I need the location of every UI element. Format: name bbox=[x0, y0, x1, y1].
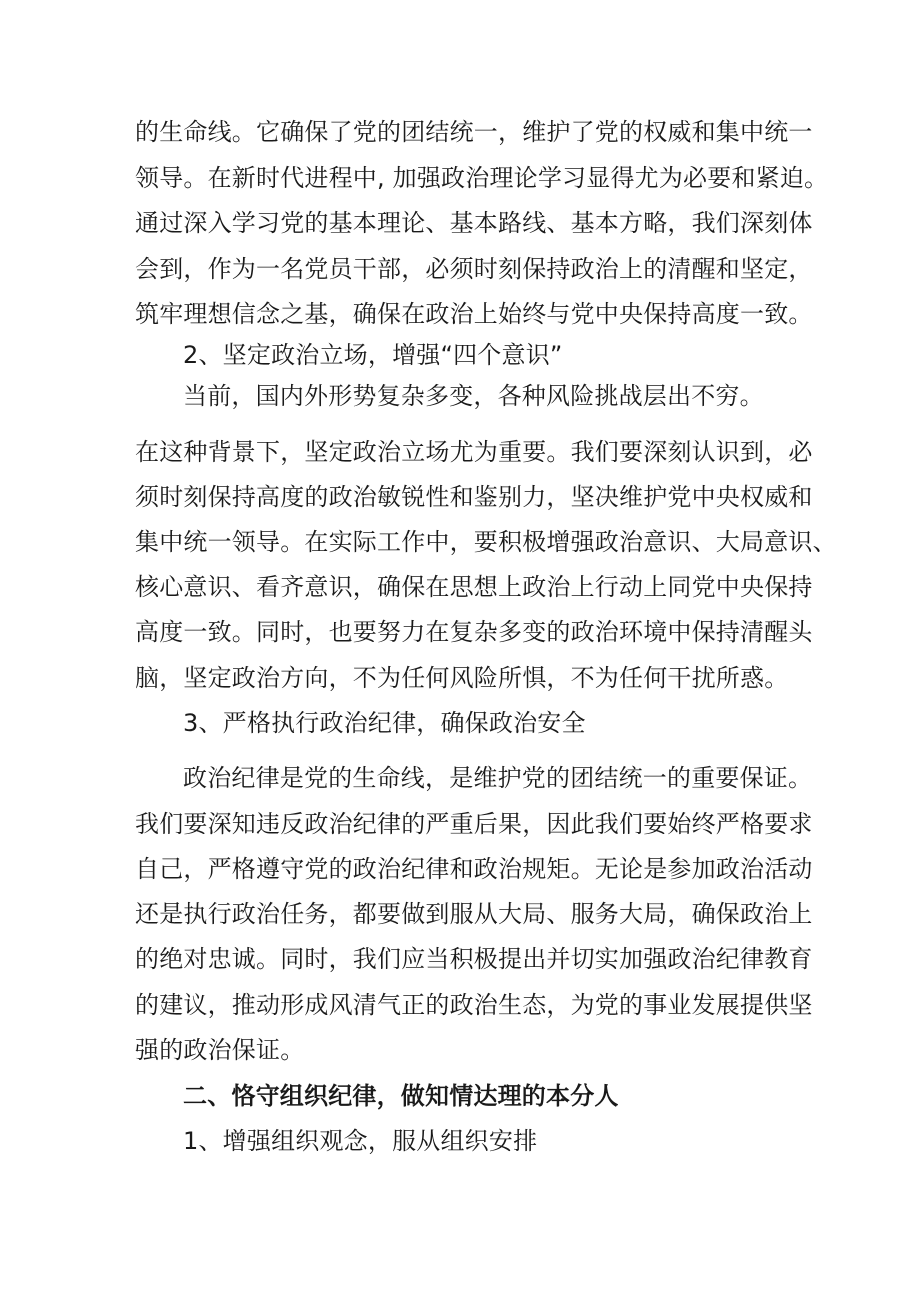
body-line: 的建议，推动形成风清气正的政治生态，为党的事业发展提供坚 bbox=[135, 991, 813, 1019]
body-line: 我们要深知违反政治纪律的严重后果，因此我们要始终严格要求 bbox=[135, 810, 813, 838]
body-line: 的生命线。它确保了党的团结统一，维护了党的权威和集中统一 bbox=[135, 118, 813, 146]
body-line: 在这种背景下，坚定政治立场尤为重要。我们要深刻认识到，必 bbox=[135, 438, 813, 466]
body-line: 政治纪律是党的生命线，是维护党的团结统一的重要保证。 bbox=[183, 764, 813, 792]
section-heading-2: 2、坚定政治立场，增强“四个意识” bbox=[183, 341, 563, 369]
body-line: 当前，国内外形势复杂多变，各种风险挑战层出不穷。 bbox=[183, 382, 764, 410]
body-line: 通过深入学习党的基本理论、基本路线、基本方略，我们深刻体 bbox=[135, 209, 813, 237]
body-line: 集中统一领导。在实际工作中，要积极增强政治意识、大局意识、 bbox=[135, 528, 837, 556]
body-line: 强的政治保证。 bbox=[135, 1036, 305, 1064]
body-line: 须时刻保持高度的政治敏锐性和鉴别力，坚决维护党中央权威和 bbox=[135, 483, 813, 511]
body-line: 会到，作为一名党员干部，必须时刻保持政治上的清醒和坚定， bbox=[135, 255, 813, 283]
body-line: 核心意识、看齐意识，确保在思想上政治上行动上同党中央保持 bbox=[135, 573, 813, 601]
body-line: 还是执行政治任务，都要做到服从大局、服务大局，确保政治上 bbox=[135, 900, 813, 928]
section-heading-3: 3、严格执行政治纪律，确保政治安全 bbox=[183, 709, 586, 737]
section-heading-1: 1、增强组织观念，服从组织安排 bbox=[183, 1127, 538, 1155]
body-line: 的绝对忠诚。同时，我们应当积极提出并切实加强政治纪律教育 bbox=[135, 945, 813, 973]
body-line: 脑，坚定政治方向，不为任何风险所惧，不为任何干扰所惑。 bbox=[135, 664, 789, 692]
chapter-heading-2: 二、恪守组织纪律，做知情达理的本分人 bbox=[183, 1082, 619, 1110]
body-line: 高度一致。同时，也要努力在复杂多变的政治环境中保持清醒头 bbox=[135, 618, 813, 646]
body-line: 自己，严格遵守党的政治纪律和政治规矩。无论是参加政治活动 bbox=[135, 855, 813, 883]
body-line: 筑牢理想信念之基，确保在政治上始终与党中央保持高度一致。 bbox=[135, 300, 813, 328]
body-line: 领导。在新时代进程中, 加强政治理论学习显得尤为必要和紧迫。 bbox=[135, 164, 829, 192]
